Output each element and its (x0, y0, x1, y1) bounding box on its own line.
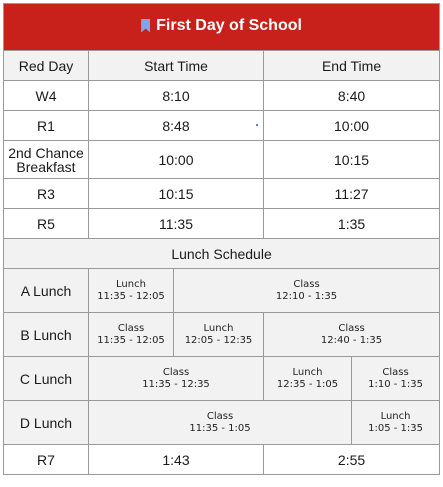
lunch-label: D Lunch (4, 401, 89, 445)
table-row (4, 269, 440, 313)
schedule-cell-name: Class (162, 366, 190, 378)
stray-dot (256, 124, 258, 126)
schedule-cell-time: 1:10 - 1:35 (368, 378, 423, 390)
page-title: First Day of School (156, 16, 302, 34)
lunch-section-row (4, 239, 440, 269)
period-name-line: Breakfast (16, 158, 76, 175)
schedule-cell (89, 269, 174, 313)
bookmark-icon (141, 19, 150, 33)
schedule-cell-time: 1:05 - 1:35 (368, 422, 423, 434)
schedule-cell-name: Lunch (380, 410, 411, 422)
header-row (4, 51, 440, 81)
schedule-cell-name: Lunch (292, 366, 323, 378)
period-end: 10:15 (264, 141, 440, 179)
schedule-cell-name: Lunch (116, 278, 146, 290)
schedule-frame (3, 3, 439, 475)
table-row (4, 179, 440, 209)
period-start: 10:15 (89, 179, 264, 209)
table-row (4, 209, 440, 239)
schedule-cell-time: 11:35 - 12:05 (97, 334, 165, 346)
schedule-cell (174, 313, 264, 357)
table-row (4, 111, 440, 141)
title-bar (4, 4, 440, 51)
schedule-cell-time: 11:35 - 12:35 (142, 378, 210, 390)
col-header-end-time: End Time (264, 51, 440, 81)
period-end: 2:55 (264, 445, 440, 475)
schedule-cell-name: Class (293, 278, 320, 290)
col-header-red-day: Red Day (4, 51, 89, 81)
schedule-cell-name: Class (382, 366, 409, 378)
lunch-label: A Lunch (4, 269, 89, 313)
table-row (4, 357, 440, 401)
table-row (4, 401, 440, 445)
schedule-cell (89, 401, 352, 445)
table-row (4, 313, 440, 357)
table-row (4, 141, 440, 179)
period-end: 10:00 (264, 111, 440, 141)
schedule-cell-name: Class (338, 322, 365, 334)
schedule-cell (89, 313, 174, 357)
schedule-cell-time: 11:35 - 12:05 (97, 290, 165, 302)
period-name: R5 (4, 209, 89, 239)
period-name: W4 (4, 81, 89, 111)
period-start: 8:10 (89, 81, 264, 111)
period-name: R3 (4, 179, 89, 209)
period-start: 11:35 (89, 209, 264, 239)
period-name: R1 (4, 111, 89, 141)
schedule-cell (352, 357, 440, 401)
schedule-cell-time: 12:10 - 1:35 (275, 290, 338, 302)
schedule-cell (264, 313, 440, 357)
schedule-cell-name: Class (117, 322, 145, 334)
schedule-cell (352, 401, 440, 445)
schedule-cell-name: Lunch (203, 322, 234, 334)
period-start: 10:00 (89, 141, 264, 179)
lunch-label: C Lunch (4, 357, 89, 401)
period-name (4, 141, 89, 179)
schedule-cell (264, 357, 352, 401)
schedule-table (3, 3, 440, 475)
schedule-cell (174, 269, 440, 313)
period-end: 11:27 (264, 179, 440, 209)
schedule-cell (89, 357, 264, 401)
col-header-start-time: Start Time (89, 51, 264, 81)
schedule-cell-time: 11:35 - 1:05 (189, 422, 251, 434)
schedule-cell-time: 12:35 - 1:05 (276, 378, 339, 390)
period-start: 1:43 (89, 445, 264, 475)
lunch-section-title: Lunch Schedule (4, 239, 440, 269)
schedule-cell-name: Class (206, 410, 234, 422)
period-name-line: 2nd Chance (8, 144, 84, 161)
lunch-label: B Lunch (4, 313, 89, 357)
period-start: 8:48 (89, 111, 264, 141)
table-row (4, 445, 440, 475)
period-end: 1:35 (264, 209, 440, 239)
schedule-cell-time: 12:40 - 1:35 (320, 334, 383, 346)
period-end: 8:40 (264, 81, 440, 111)
table-row (4, 81, 440, 111)
period-name: R7 (4, 445, 89, 475)
schedule-cell-time: 12:05 - 12:35 (184, 334, 253, 346)
